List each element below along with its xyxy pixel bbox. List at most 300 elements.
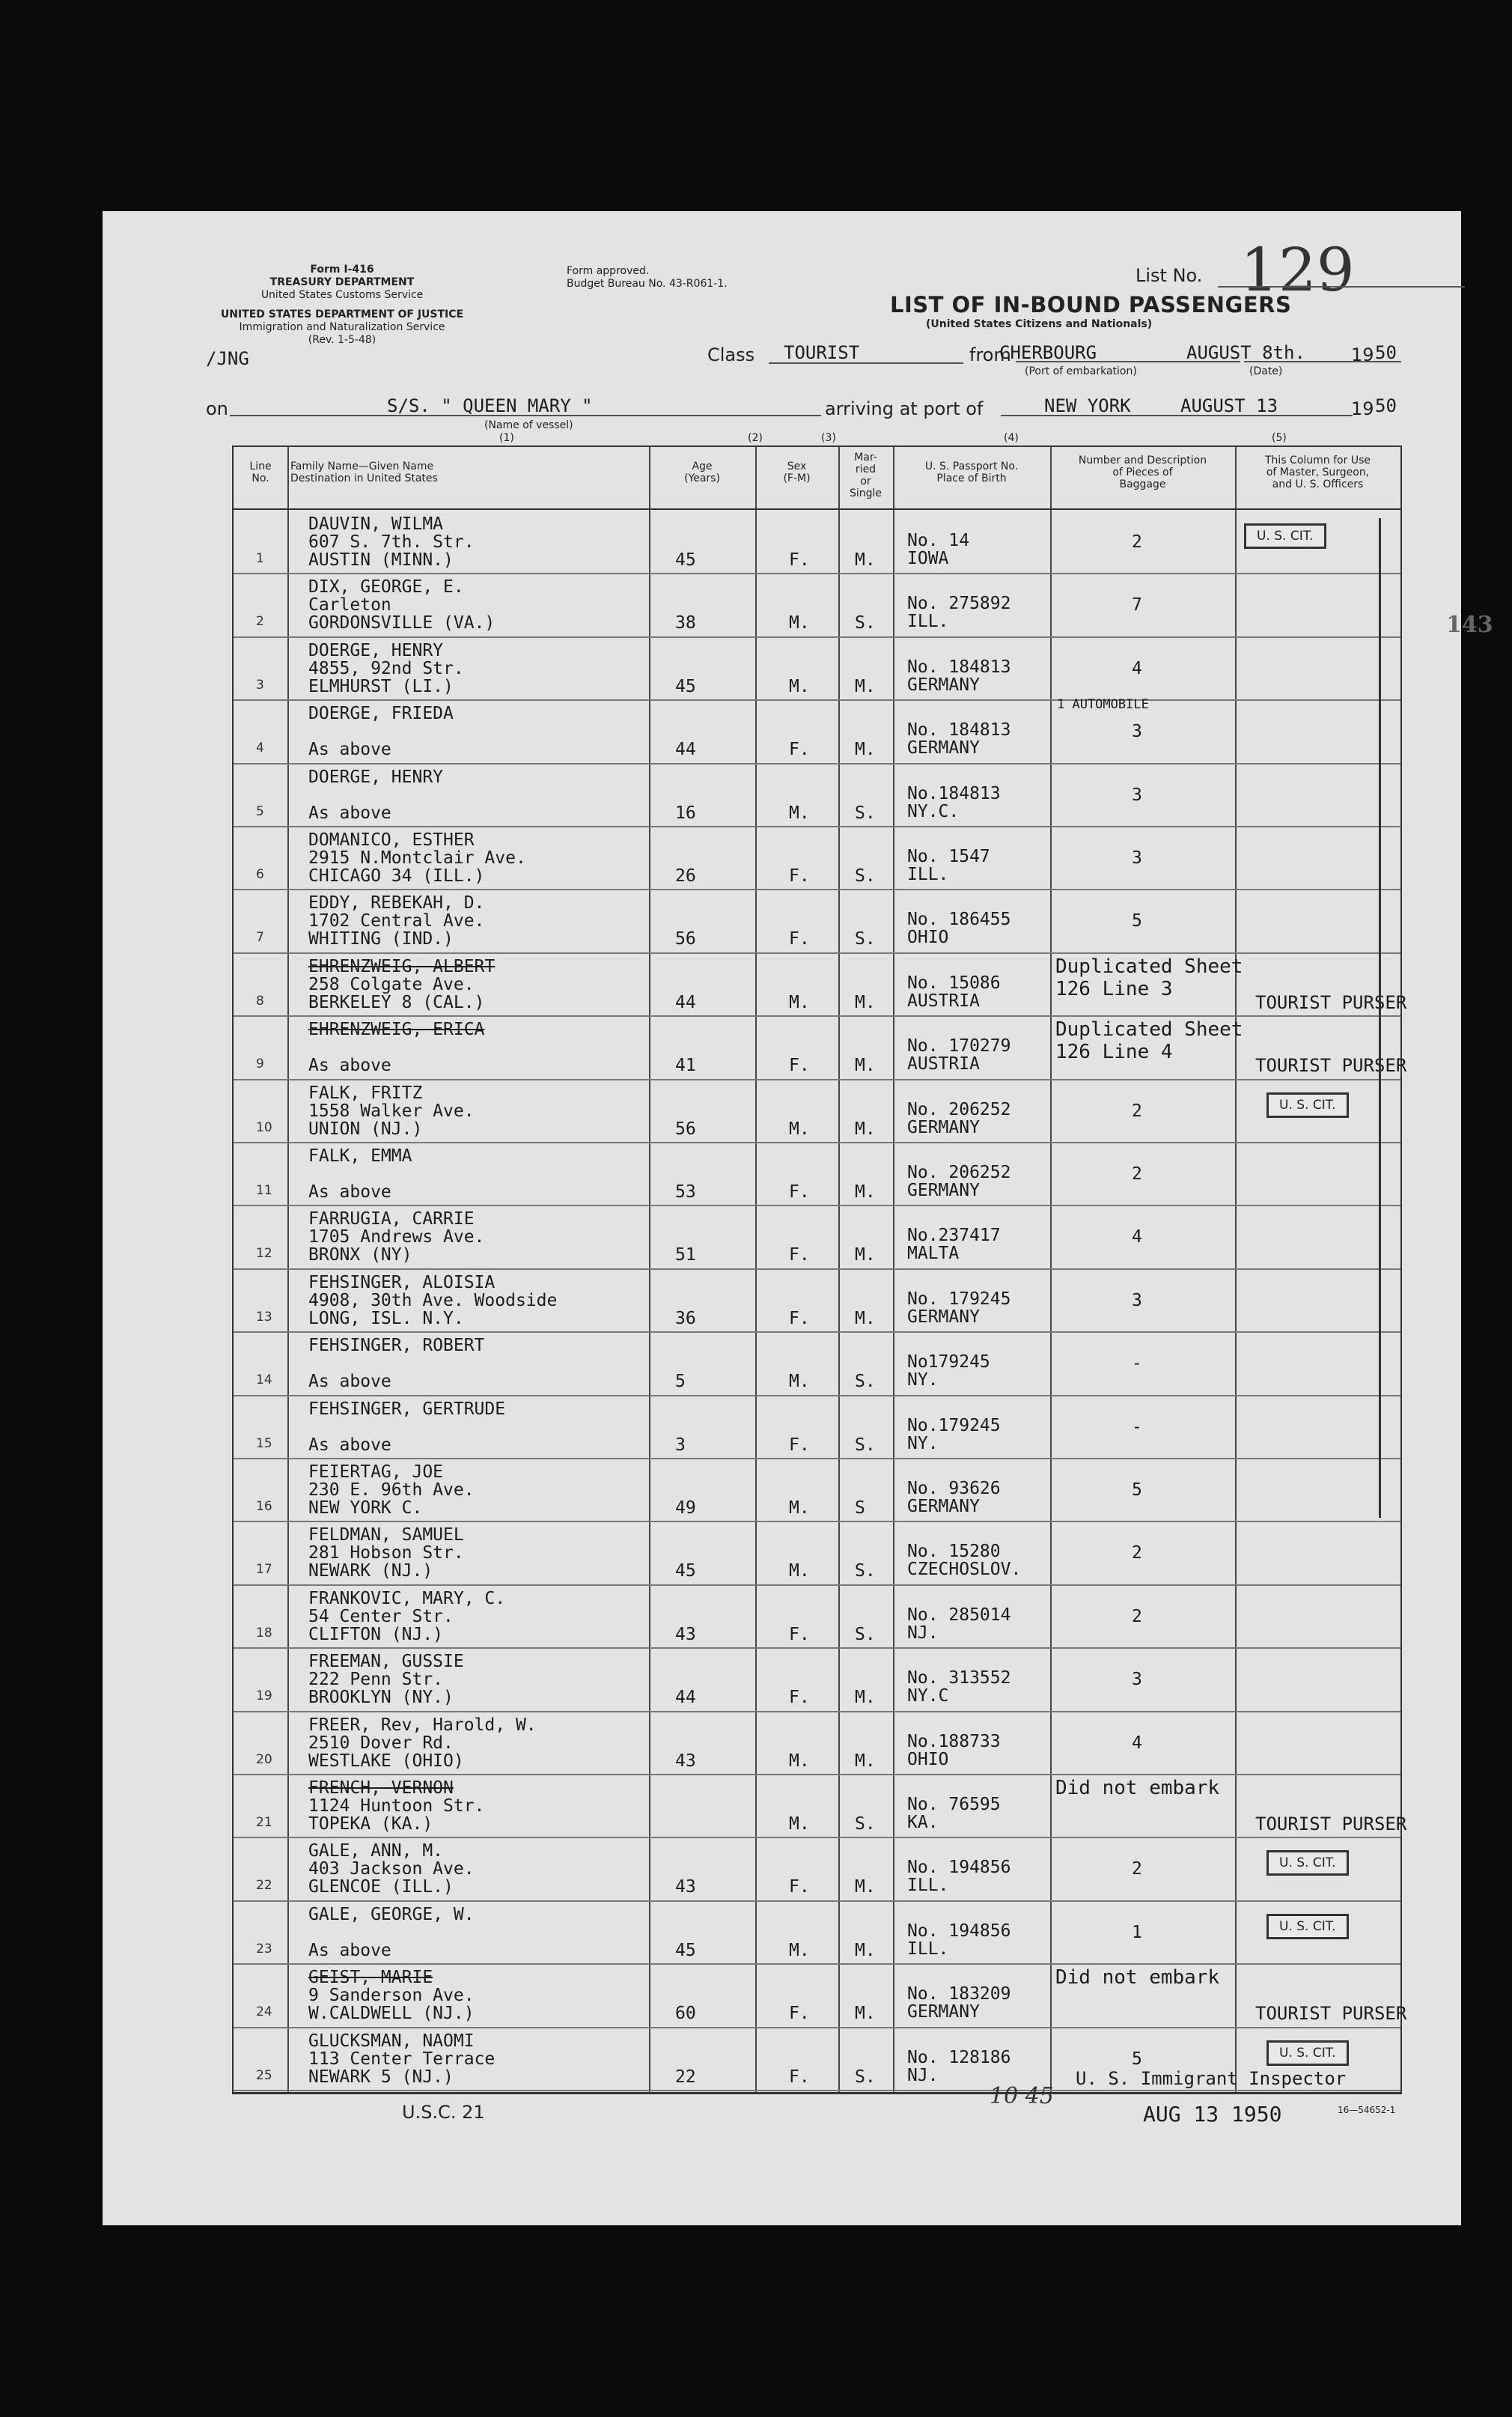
list-no-label: List No. xyxy=(1135,265,1203,286)
table-row xyxy=(234,1142,1400,1206)
passport-number: No.179245 xyxy=(907,1415,1001,1435)
line-number: 12 xyxy=(256,1246,272,1262)
place-of-birth: GERMANY xyxy=(907,1307,980,1327)
document-title: LIST OF IN-BOUND PASSENGERS xyxy=(890,292,1292,317)
line-number: 7 xyxy=(256,930,264,946)
address-line: 258 Colgate Ave. xyxy=(308,974,475,994)
marital-status: M. xyxy=(855,992,876,1012)
sex: F. xyxy=(789,1877,810,1897)
address-line: 1558 Walker Ave. xyxy=(308,1101,475,1121)
line-number: 24 xyxy=(256,2004,272,2020)
marital-status: M. xyxy=(855,550,876,570)
treasury-dept: TREASURY DEPARTMENT xyxy=(269,276,415,288)
passenger-name: EDDY, REBEKAH, D. xyxy=(308,893,485,913)
arrival-year-prefix: 19 xyxy=(1351,398,1374,419)
passport-number: No. 128186 xyxy=(907,2047,1011,2067)
place-of-birth: NJ. xyxy=(907,2065,939,2085)
line-number: 3 xyxy=(256,677,264,693)
baggage-count: 5 xyxy=(1132,1480,1142,1500)
place-of-birth: NY.C xyxy=(907,1686,949,1706)
baggage-count: 2 xyxy=(1132,1164,1142,1184)
marital-status: S. xyxy=(855,1561,876,1581)
sex: F. xyxy=(789,1624,810,1644)
destination: BROOKLYN (NY.) xyxy=(308,1688,454,1708)
destination: As above xyxy=(308,1435,391,1455)
marital-status: M. xyxy=(855,1688,876,1708)
baggage-count: 2 xyxy=(1132,1606,1142,1626)
handwritten-total: 10 45 xyxy=(990,2083,1054,2109)
destination: As above xyxy=(308,803,391,823)
table-row xyxy=(234,1331,1400,1396)
on-label: on xyxy=(206,398,228,419)
baggage-count: - xyxy=(1132,1417,1142,1437)
line-number: 22 xyxy=(256,1878,272,1894)
col-num-2: (2) xyxy=(748,432,763,444)
destination: As above xyxy=(308,1182,391,1202)
passenger-name: GALE, ANN, M. xyxy=(308,1841,444,1861)
sex: F. xyxy=(789,740,810,760)
line-number: 18 xyxy=(256,1625,272,1641)
passport-number: No. 184813 xyxy=(907,657,1011,677)
sex: F. xyxy=(789,1435,810,1455)
age: 26 xyxy=(675,866,696,886)
remark: Duplicated Sheet 126 Line 3 xyxy=(1055,955,1243,1000)
passport-number: No. 194856 xyxy=(907,1921,1011,1941)
sex: F. xyxy=(789,550,810,570)
table-row xyxy=(234,1963,1407,2028)
place-of-birth: ILL. xyxy=(907,1939,949,1959)
place-of-birth: MALTA xyxy=(907,1244,960,1264)
table-row xyxy=(234,1711,1400,1775)
age: 3 xyxy=(675,1435,686,1455)
marital-status: M. xyxy=(855,740,876,760)
passport-number: No. 14 xyxy=(907,531,970,550)
arrival-date-value: AUGUST 13 xyxy=(1180,395,1278,416)
passport-number: No. 194856 xyxy=(907,1858,1011,1878)
place-of-birth: GERMANY xyxy=(907,1181,980,1200)
table-row xyxy=(234,763,1400,827)
place-of-birth: NY.C. xyxy=(907,801,960,821)
form-approved: Form approved. xyxy=(567,265,650,277)
marital-status: M. xyxy=(855,1056,876,1076)
passport-number: No. 186455 xyxy=(907,910,1011,930)
col-header-age: Age (Years) xyxy=(684,460,720,484)
sex: M. xyxy=(789,1940,810,1960)
marital-status: M. xyxy=(855,1308,876,1328)
baggage-count: 3 xyxy=(1132,785,1142,805)
age: 49 xyxy=(675,1498,696,1518)
marital-status: S. xyxy=(855,1624,876,1644)
line-number: 19 xyxy=(256,1688,272,1704)
table-row xyxy=(234,1079,1400,1143)
document-subtitle: (United States Citizens and Nationals) xyxy=(926,318,1153,330)
line-number: 4 xyxy=(256,741,264,756)
passenger-name: DIX, GEORGE, E. xyxy=(308,577,464,598)
col-header-baggage: Number and Description of Pieces of Baggage xyxy=(1078,454,1207,490)
usc-code: U.S.C. 21 xyxy=(402,2102,485,2123)
marital-status: S. xyxy=(855,866,876,886)
passenger-name: DOERGE, HENRY xyxy=(308,767,444,787)
sex: F. xyxy=(789,1688,810,1708)
table-row xyxy=(234,1205,1400,1269)
line-number: 9 xyxy=(256,1057,264,1072)
destination: UNION (NJ.) xyxy=(308,1119,423,1139)
form-agency-block xyxy=(245,264,439,302)
arriving-label: arriving at port of xyxy=(825,398,984,419)
age: 56 xyxy=(675,1119,696,1139)
age: 43 xyxy=(675,1624,696,1644)
ins-service: Immigration and Naturalization Service xyxy=(239,321,445,333)
table-row xyxy=(234,1584,1400,1649)
passport-number: No. 15280 xyxy=(907,1542,1001,1562)
address-line: 1124 Huntoon Str. xyxy=(308,1796,485,1816)
arrival-year-suffix: 50 xyxy=(1375,395,1397,416)
age: 44 xyxy=(675,1688,696,1708)
passenger-name: FEHSINGER, ALOISIA xyxy=(308,1272,496,1292)
marital-status: M. xyxy=(855,1751,876,1771)
passport-number: No. 206252 xyxy=(907,1163,1011,1182)
place-of-birth: OHIO xyxy=(907,1749,949,1769)
address-line: 1702 Central Ave. xyxy=(308,911,485,931)
passenger-name: DOMANICO, ESTHER xyxy=(308,830,475,850)
destination: NEWARK 5 (NJ.) xyxy=(308,2067,454,2087)
arrival-port-value: NEW YORK xyxy=(1044,395,1131,416)
age: 53 xyxy=(675,1182,696,1202)
age: 44 xyxy=(675,992,696,1012)
address-line: Carleton xyxy=(308,595,391,615)
table-row xyxy=(234,1395,1400,1459)
destination: BERKELEY 8 (CAL.) xyxy=(308,992,485,1012)
marital-status: M. xyxy=(855,2004,876,2024)
place-of-birth: KA. xyxy=(907,1813,939,1832)
tourist-purser-stamp: TOURIST PURSER xyxy=(1255,2003,1407,2025)
passenger-name: FALK, FRITZ xyxy=(308,1083,423,1103)
destination: LONG, ISL. N.Y. xyxy=(308,1308,464,1328)
tourist-purser-stamp: TOURIST PURSER xyxy=(1255,1055,1407,1077)
remark: Did not embark xyxy=(1055,1966,1220,1989)
address-line: 1705 Andrews Ave. xyxy=(308,1227,485,1247)
form-number: Form I-416 xyxy=(310,264,374,276)
passport-number: No. 15086 xyxy=(907,973,1001,993)
line-number: 20 xyxy=(256,1751,272,1767)
passenger-name: FEHSINGER, GERTRUDE xyxy=(308,1399,506,1419)
passenger-name: FRENCH, VERNON xyxy=(308,1778,454,1798)
embark-date-caption: (Date) xyxy=(1249,365,1283,377)
baggage-count: 1 xyxy=(1132,1922,1142,1942)
passenger-name: DOERGE, FRIEDA xyxy=(308,704,454,724)
remark: 1 AUTOMOBILE xyxy=(1057,697,1149,713)
class-label: Class xyxy=(707,344,755,365)
address-line: 281 Hobson Str. xyxy=(308,1543,464,1563)
age: 44 xyxy=(675,740,696,760)
passenger-name: FELDMAN, SAMUEL xyxy=(308,1525,464,1545)
address-line: 9 Sanderson Ave. xyxy=(308,1986,475,2006)
passport-number: No. 1547 xyxy=(907,847,990,866)
line-number: 15 xyxy=(256,1435,272,1451)
sex: F. xyxy=(789,2067,810,2087)
customs-service: United States Customs Service xyxy=(260,289,424,301)
passenger-name: GEIST, MARIE xyxy=(308,1968,433,1988)
justice-block xyxy=(192,308,492,347)
baggage-count: 2 xyxy=(1132,1101,1142,1121)
address-line: 2915 N.Montclair Ave. xyxy=(308,848,526,868)
passenger-table xyxy=(232,446,1407,2094)
us-citizen-stamp: U. S. CIT. xyxy=(1266,1850,1349,1876)
place-of-birth: GERMANY xyxy=(907,2002,980,2022)
age: 56 xyxy=(675,929,696,949)
passenger-name: GALE, GEORGE, W. xyxy=(308,1904,475,1924)
passenger-name: FREER, Rev, Harold, W. xyxy=(308,1715,537,1735)
place-of-birth: GERMANY xyxy=(907,1497,980,1516)
line-number: 6 xyxy=(256,867,264,882)
line-number: 2 xyxy=(256,614,264,630)
destination: As above xyxy=(308,1056,391,1076)
destination: TOPEKA (KA.) xyxy=(308,1814,433,1834)
passport-number: No.188733 xyxy=(907,1731,1001,1751)
passenger-name: DAUVIN, WILMA xyxy=(308,514,444,534)
table-row xyxy=(234,889,1400,953)
age: 41 xyxy=(675,1056,696,1076)
embark-year-prefix: 19 xyxy=(1351,344,1374,365)
col-num-5: (5) xyxy=(1272,432,1287,444)
destination: As above xyxy=(308,1940,391,1960)
age: 16 xyxy=(675,803,696,823)
place-of-birth: OHIO xyxy=(907,928,949,948)
destination: ELMHURST (LI.) xyxy=(308,676,454,696)
baggage-count: 3 xyxy=(1132,848,1142,868)
place-of-birth: AUSTRIA xyxy=(907,1054,980,1074)
sex: M. xyxy=(789,1814,810,1834)
place-of-birth: ILL. xyxy=(907,612,949,632)
budget-bureau: Budget Bureau No. 43-R061-1. xyxy=(567,278,728,290)
sex: M. xyxy=(789,1119,810,1139)
marital-status: M. xyxy=(855,1877,876,1897)
baggage-count: 4 xyxy=(1132,1227,1142,1247)
place-of-birth: CZECHOSLOV. xyxy=(907,1560,1022,1580)
passport-number: No. 179245 xyxy=(907,1289,1011,1309)
destination: NEWARK (NJ.) xyxy=(308,1561,433,1581)
address-line: 54 Center Str. xyxy=(308,1606,454,1626)
col-num-1: (1) xyxy=(499,432,514,444)
baggage-count: - xyxy=(1132,1354,1142,1374)
line-number: 14 xyxy=(256,1372,272,1388)
vessel-caption: (Name of vessel) xyxy=(484,419,573,431)
sex: M. xyxy=(789,1751,810,1771)
list-number-block xyxy=(1135,235,1355,305)
table-row xyxy=(234,1837,1400,1901)
marital-status: S. xyxy=(855,2067,876,2087)
age: 51 xyxy=(675,1245,696,1265)
table-row xyxy=(234,1774,1407,1838)
address-line: 230 E. 96th Ave. xyxy=(308,1480,475,1500)
officer-bracket-line xyxy=(1379,518,1381,1518)
baggage-count: 2 xyxy=(1132,532,1142,552)
baggage-count: 3 xyxy=(1132,1670,1142,1690)
line-number: 1 xyxy=(256,551,264,566)
destination: GLENCOE (ILL.) xyxy=(308,1877,454,1897)
col-header-passport: U. S. Passport No. Place of Birth xyxy=(924,460,1019,484)
passenger-name: EHRENZWEIG, ERICA xyxy=(308,1020,485,1040)
justice-dept: UNITED STATES DEPARTMENT OF JUSTICE xyxy=(220,308,464,320)
passenger-list-document xyxy=(103,211,1493,2225)
destination: NEW YORK C. xyxy=(308,1498,423,1518)
address-line: 222 Penn Str. xyxy=(308,1670,444,1690)
table-row xyxy=(234,510,1400,574)
embark-port-caption: (Port of embarkation) xyxy=(1025,365,1137,377)
list-number-value: 129 xyxy=(1240,235,1355,305)
line-number: 16 xyxy=(256,1499,272,1514)
table-row xyxy=(234,1900,1400,1965)
address-line: 113 Center Terrace xyxy=(308,2049,496,2069)
col-header-line-no: Line No. xyxy=(249,460,272,484)
marital-status: S. xyxy=(855,1435,876,1455)
age: 43 xyxy=(675,1877,696,1897)
sex: F. xyxy=(789,1182,810,1202)
age: 45 xyxy=(675,550,696,570)
passenger-name: DOERGE, HENRY xyxy=(308,640,444,660)
line-number: 11 xyxy=(256,1183,272,1198)
approval-block xyxy=(567,265,728,291)
passport-number: No.184813 xyxy=(907,783,1001,803)
sex: M. xyxy=(789,992,810,1012)
table-row xyxy=(234,699,1400,764)
us-citizen-stamp: U. S. CIT. xyxy=(1266,1092,1349,1118)
table-row xyxy=(234,636,1400,701)
age: 38 xyxy=(675,613,696,633)
col-header-officers: This Column for Use of Master, Surgeon, and U. S. Officers xyxy=(1265,454,1371,490)
destination: WHITING (IND.) xyxy=(308,929,454,949)
baggage-count: 2 xyxy=(1132,1543,1142,1563)
sex: M. xyxy=(789,676,810,696)
vessel-name: S/S. " QUEEN MARY " xyxy=(387,395,593,416)
marital-status: M. xyxy=(855,676,876,696)
passenger-name: FEIERTAG, JOE xyxy=(308,1462,444,1482)
inspector-label: U. S. Immigrant Inspector xyxy=(1076,2068,1347,2089)
marital-status: S. xyxy=(855,1814,876,1834)
passport-number: No. 93626 xyxy=(907,1479,1001,1498)
col-header-married: Mar- ried or Single xyxy=(849,452,882,499)
sex: M. xyxy=(789,1498,810,1518)
destination: As above xyxy=(308,740,391,760)
age: 45 xyxy=(675,676,696,696)
place-of-birth: GERMANY xyxy=(907,675,980,695)
sex: M. xyxy=(789,1372,810,1392)
passport-number: No.237417 xyxy=(907,1226,1001,1246)
passenger-name: FREEMAN, GUSSIE xyxy=(308,1652,464,1672)
line-number: 21 xyxy=(256,1815,272,1830)
age: 22 xyxy=(675,2067,696,2087)
marital-status: S. xyxy=(855,613,876,633)
marital-status: S. xyxy=(855,1372,876,1392)
us-citizen-stamp: U. S. CIT. xyxy=(1266,1914,1349,1939)
place-of-birth: ILL. xyxy=(907,1876,949,1896)
address-line: 2510 Dover Rd. xyxy=(308,1733,454,1753)
marital-status: M. xyxy=(855,1182,876,1202)
us-citizen-stamp: U. S. CIT. xyxy=(1266,2040,1349,2066)
line-number: 17 xyxy=(256,1562,272,1578)
clerk-initials: /JNG xyxy=(206,348,249,369)
print-code: 16—54652-1 xyxy=(1338,2105,1396,2115)
marital-status: M. xyxy=(855,1940,876,1960)
table-row xyxy=(234,1647,1400,1712)
side-number: 143 xyxy=(1446,612,1493,638)
passport-number: No. 313552 xyxy=(907,1668,1011,1688)
baggage-count: 4 xyxy=(1132,658,1142,678)
col-num-4: (4) xyxy=(1004,432,1019,444)
address-line: 4908, 30th Ave. Woodside xyxy=(308,1290,558,1310)
passport-number: No. 206252 xyxy=(907,1099,1011,1119)
marital-status: S. xyxy=(855,803,876,823)
address-line: 4855, 92nd Str. xyxy=(308,658,464,678)
destination: BRONX (NY) xyxy=(308,1245,412,1265)
marital-status: M. xyxy=(855,1245,876,1265)
table-row xyxy=(234,573,1400,637)
table-row xyxy=(234,826,1400,890)
sex: M. xyxy=(789,1561,810,1581)
col-header-sex: Sex (F-M) xyxy=(783,460,811,484)
col-header-name: Family Name—Given Name Destination in United States xyxy=(290,460,438,484)
us-citizen-stamp: U. S. CIT. xyxy=(1244,523,1326,549)
sex: F. xyxy=(789,1245,810,1265)
baggage-count: 3 xyxy=(1132,722,1142,742)
age: 5 xyxy=(675,1372,686,1392)
baggage-count: 4 xyxy=(1132,1733,1142,1753)
destination: As above xyxy=(308,1372,391,1392)
col-num-3: (3) xyxy=(821,432,836,444)
passenger-name: FRANKOVIC, MARY, C. xyxy=(308,1588,506,1608)
marital-status: M. xyxy=(855,1119,876,1139)
embark-year-suffix: 50 xyxy=(1375,342,1397,363)
age: 36 xyxy=(675,1308,696,1328)
tourist-purser-stamp: TOURIST PURSER xyxy=(1255,991,1407,1013)
sex: M. xyxy=(789,613,810,633)
line-number: 23 xyxy=(256,1941,272,1957)
age: 60 xyxy=(675,2004,696,2024)
sex: F. xyxy=(789,866,810,886)
sex: M. xyxy=(789,803,810,823)
place-of-birth: GERMANY xyxy=(907,738,980,758)
age: 45 xyxy=(675,1940,696,1960)
passport-number: No. 76595 xyxy=(907,1795,1001,1814)
table-row xyxy=(234,952,1407,1017)
baggage-count: 3 xyxy=(1132,1290,1142,1310)
passport-number: No. 170279 xyxy=(907,1036,1011,1057)
tourist-purser-stamp: TOURIST PURSER xyxy=(1255,1813,1407,1834)
line-number: 10 xyxy=(256,1119,272,1135)
from-label: from xyxy=(969,344,1011,365)
passenger-name: GLUCKSMAN, NAOMI xyxy=(308,2031,475,2051)
passport-number: No. 183209 xyxy=(907,1984,1011,2004)
passport-number: No. 285014 xyxy=(907,1605,1011,1625)
destination: WESTLAKE (OHIO) xyxy=(308,1751,464,1771)
destination: CHICAGO 34 (ILL.) xyxy=(308,866,485,886)
place-of-birth: IOWA xyxy=(907,549,949,568)
passport-number: No. 184813 xyxy=(907,720,1011,741)
remark: Duplicated Sheet 126 Line 4 xyxy=(1055,1018,1243,1064)
table-row xyxy=(234,1521,1400,1585)
line-number: 13 xyxy=(256,1309,272,1325)
destination: W.CALDWELL (NJ.) xyxy=(308,2004,475,2024)
place-of-birth: NY. xyxy=(907,1370,939,1390)
baggage-count: 2 xyxy=(1132,1859,1142,1879)
passenger-name: FEHSINGER, ROBERT xyxy=(308,1336,485,1356)
sex: F. xyxy=(789,929,810,949)
embark-port-value: CHERBOURG xyxy=(999,342,1097,363)
sex: F. xyxy=(789,2004,810,2024)
baggage-count: 5 xyxy=(1132,911,1142,931)
passenger-name: FARRUGIA, CARRIE xyxy=(308,1209,475,1229)
arrival-date-stamp: AUG 13 1950 xyxy=(1143,2102,1282,2126)
